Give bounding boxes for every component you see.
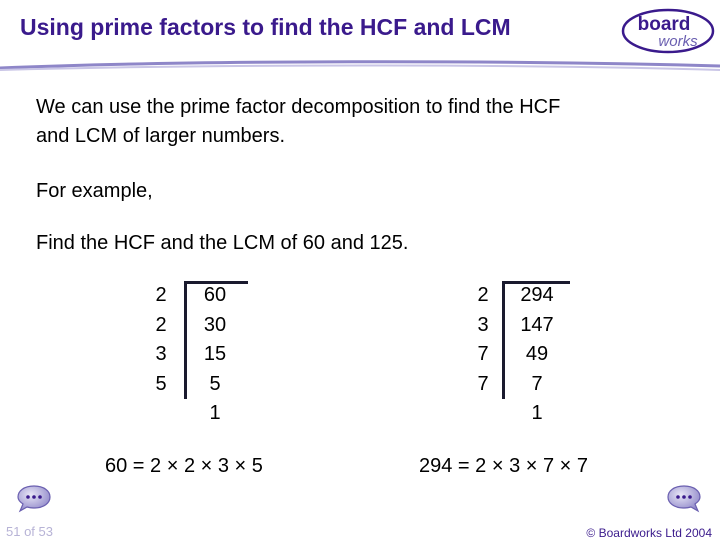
divisor-column <box>468 281 498 399</box>
logo-text-works: works <box>658 33 698 50</box>
divisor: 3 <box>155 343 167 365</box>
divisor: 7 <box>477 343 489 365</box>
page-counter: 51 of 53 <box>6 524 53 539</box>
title-underline <box>0 58 720 72</box>
intro-line-1: We can use the prime factor decomposition to find the HCF <box>36 96 561 118</box>
divisor: 2 <box>155 284 167 306</box>
divisor-column <box>142 281 180 399</box>
quotient-column <box>508 281 566 429</box>
quotient: 294 <box>520 284 554 306</box>
quotient: 147 <box>520 313 554 336</box>
divisor: 5 <box>155 372 167 395</box>
ladder-divider-vertical <box>502 281 505 399</box>
quotient: 7 <box>531 372 543 395</box>
factor-ladder-60 <box>142 281 248 431</box>
quotient: 5 <box>209 372 221 395</box>
logo-text-board: board <box>637 14 691 35</box>
task-text: Find the HCF and the LCM of 60 and 125. <box>36 232 409 254</box>
equation-294: 294 = 2 × 3 × 7 × 7 <box>419 455 589 477</box>
divisor: 3 <box>477 313 489 336</box>
quotient: 1 <box>209 402 221 424</box>
intro-line-2: and LCM of larger numbers. <box>36 125 286 147</box>
divisor: 2 <box>155 313 167 336</box>
divisor: 2 <box>477 284 489 306</box>
quotient: 60 <box>203 284 227 306</box>
quotient: 15 <box>203 343 227 365</box>
speech-bubble-forward-icon[interactable] <box>666 483 702 513</box>
boardworks-logo <box>620 6 716 56</box>
factor-ladder-294 <box>468 281 574 431</box>
copyright-notice: © Boardworks Ltd 2004 <box>586 526 712 540</box>
quotient-column <box>190 281 240 429</box>
ladder-divider-vertical <box>184 281 187 399</box>
page-title: Using prime factors to find the HCF and LCM <box>20 14 511 40</box>
quotient: 49 <box>525 343 549 365</box>
equation-60: 60 = 2 × 2 × 3 × 5 <box>105 455 263 477</box>
example-label: For example, <box>36 180 153 202</box>
speech-bubble-back-icon[interactable] <box>16 483 52 513</box>
quotient: 30 <box>203 313 227 336</box>
divisor: 7 <box>477 372 489 395</box>
quotient: 1 <box>531 402 543 424</box>
